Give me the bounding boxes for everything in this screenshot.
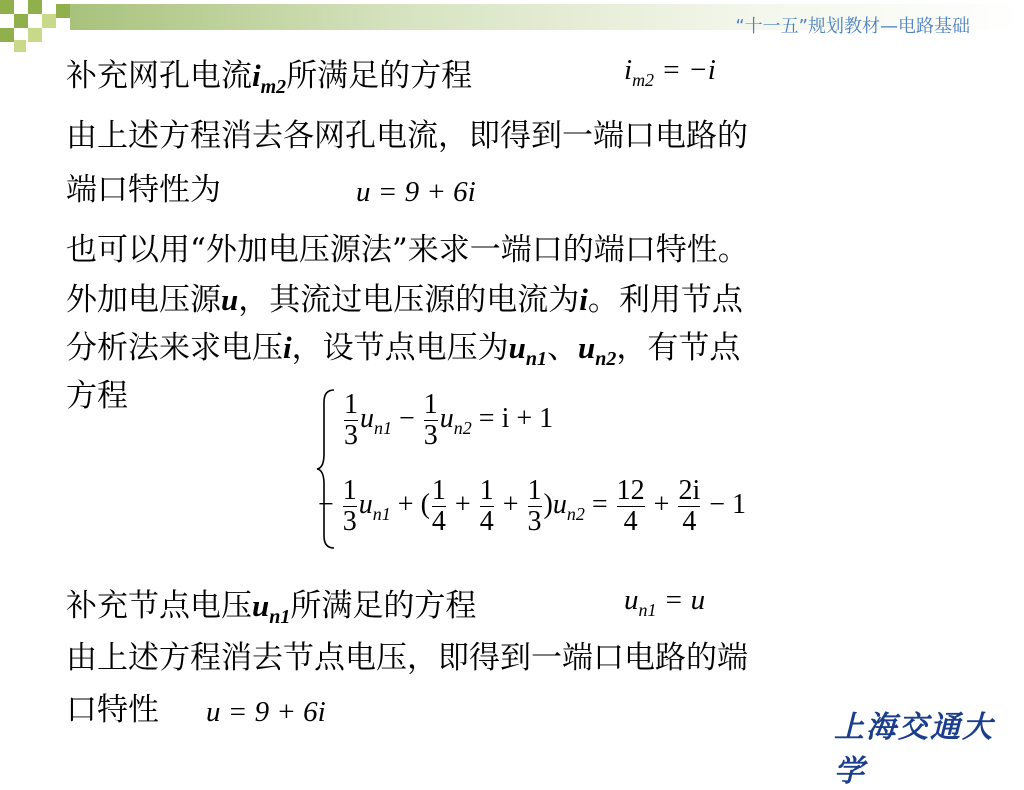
university-logo: 上海交通大学 bbox=[834, 710, 994, 789]
node-voltage-equation: $u_{n1} = u$ bbox=[624, 584, 706, 620]
checker-decoration-icon bbox=[0, 0, 76, 52]
slide-header bbox=[0, 0, 1024, 52]
voltage-source-method-line-2: 外加电压源u，其流过电压源的电流为i。利用节点 bbox=[66, 282, 743, 318]
node-voltage-sentence: 补充节点电压$u_{n1}$所满足的方程 bbox=[66, 588, 477, 628]
course-title: “十一五”规划教材—电路基础 bbox=[735, 16, 970, 37]
node-equation-row-1: $\frac{1}{3}$ $u_{n1}$ − $\frac{1}{3}$ $u_{n2} = i + 1$ bbox=[344, 389, 554, 451]
elimination-node-line-1: 由上述方程消去节点电压，即得到一端口电路的端 bbox=[66, 640, 748, 676]
elimination-line-1: 由上述方程消去各网孔电流，即得到一端口电路的 bbox=[66, 118, 748, 154]
voltage-source-method-line-1: 也可以用“外加电压源法”来求一端口的端口特性。 bbox=[66, 232, 749, 268]
voltage-source-method-line-3: 分析法来求电压i，设节点电压为$u_{n1}$、$u_{n2}$，有节点 bbox=[66, 330, 741, 370]
elimination-node-line-2: 口特性 bbox=[66, 692, 159, 728]
voltage-source-method-line-4: 方程 bbox=[66, 378, 128, 414]
elimination-line-2: 端口特性为 bbox=[66, 172, 221, 208]
node-equation-row-2: − $\frac{1}{3}$ $u_{n1}$ + ( $\frac{1}{4}$ + $\frac{1}{4}$ + $\frac{1}{3}$ )$u_{n2}$ = $\frac{12}{4}$ + $\frac{2i}{4}$ − 1 bbox=[318, 475, 747, 537]
mesh-current-sentence: 补充网孔电流$i_{m2}$所满足的方程 bbox=[66, 58, 473, 98]
mesh-equation: $i_{m2} = -i$ bbox=[624, 54, 716, 90]
port-equation-1: u = 9 + 6i bbox=[356, 176, 476, 208]
port-equation-2: u = 9 + 6i bbox=[206, 696, 326, 728]
